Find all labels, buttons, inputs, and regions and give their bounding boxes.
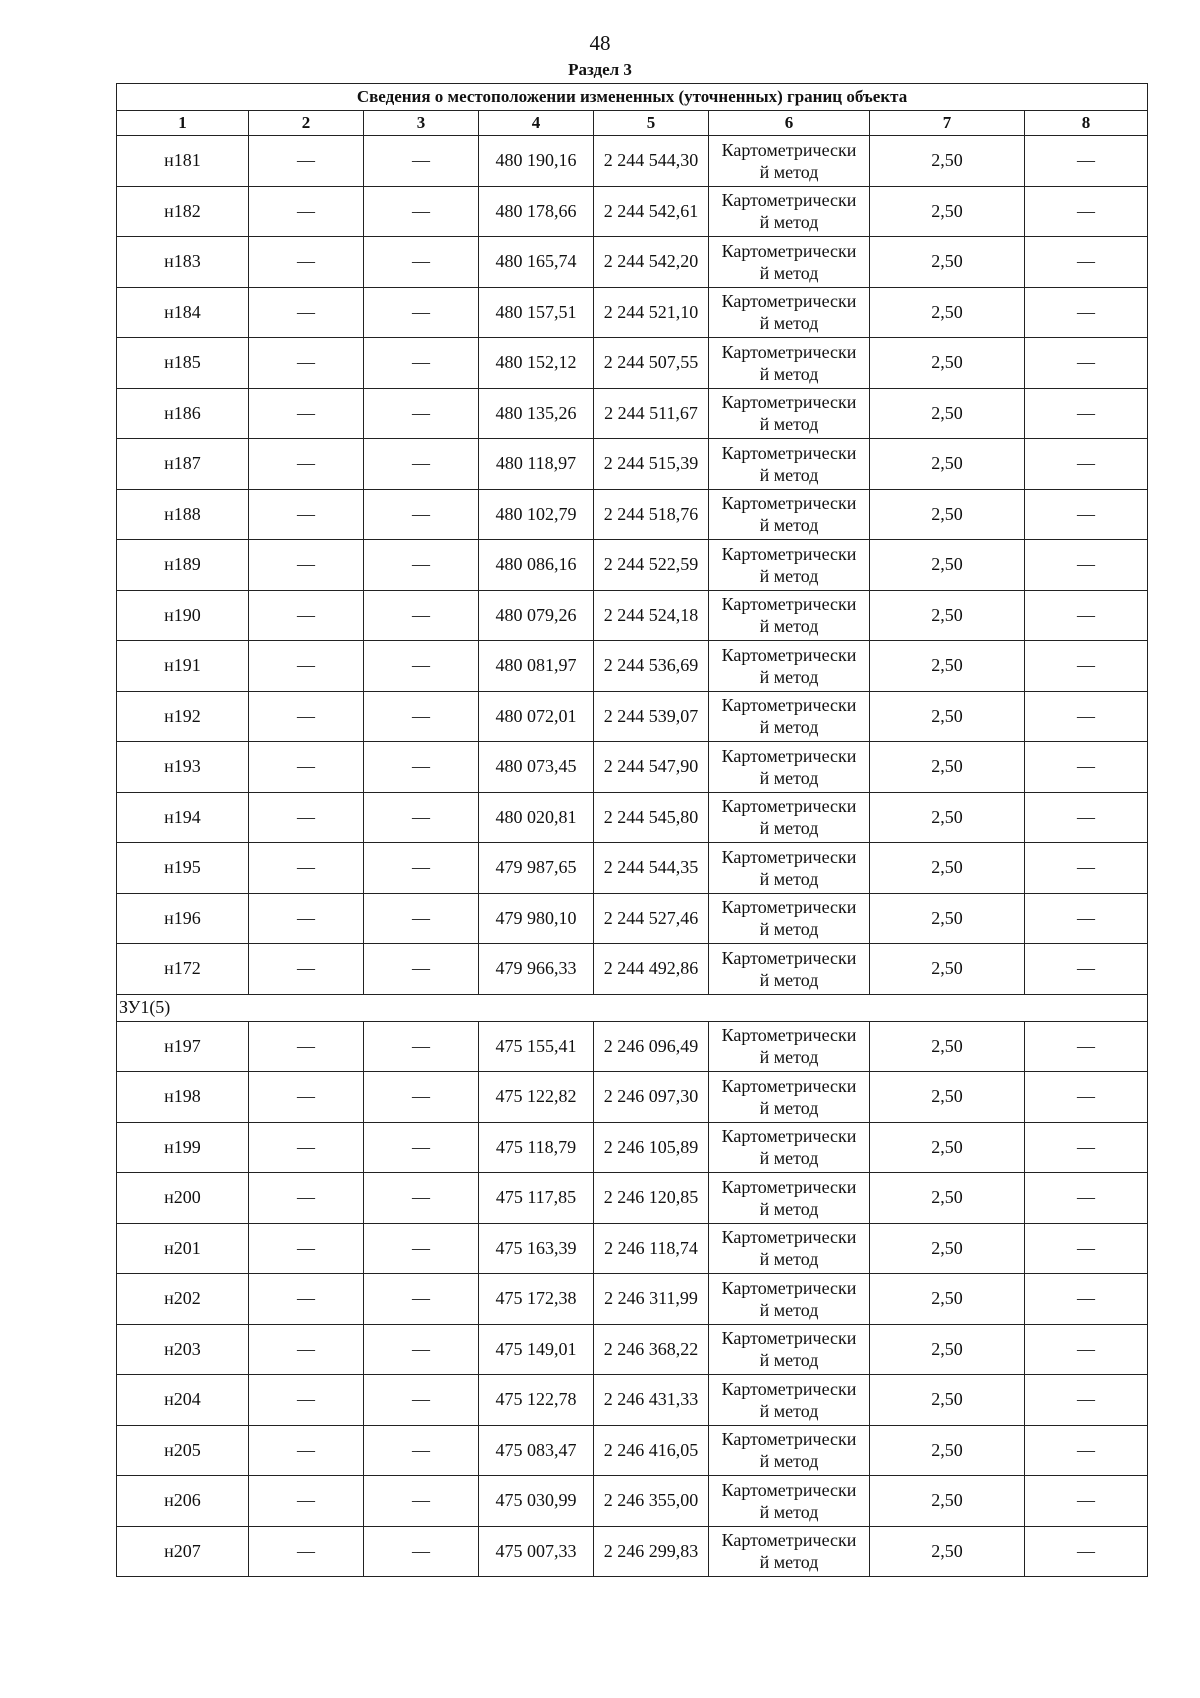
table-row	[117, 641, 1148, 692]
point-number: н201	[117, 1223, 249, 1274]
point-number: н207	[117, 1526, 249, 1577]
value-col-2: —	[249, 136, 364, 187]
coordinate-y: 2 246 105,89	[594, 1122, 709, 1173]
value-col-8: —	[1025, 691, 1148, 742]
coordinate-y: 2 244 545,80	[594, 792, 709, 843]
point-number: н206	[117, 1476, 249, 1527]
value-col-8: —	[1025, 1021, 1148, 1072]
coordinate-x: 480 081,97	[479, 641, 594, 692]
value-col-2: —	[249, 742, 364, 793]
method: Картометрически й метод	[709, 893, 870, 944]
point-number: н202	[117, 1274, 249, 1325]
value-col-8: —	[1025, 1476, 1148, 1527]
coordinate-y: 2 244 524,18	[594, 590, 709, 641]
column-number-row	[117, 111, 1148, 136]
accuracy: 2,50	[870, 388, 1025, 439]
coordinate-y: 2 244 511,67	[594, 388, 709, 439]
value-col-2: —	[249, 843, 364, 894]
accuracy: 2,50	[870, 1173, 1025, 1224]
value-col-2: —	[249, 489, 364, 540]
coordinate-x: 480 079,26	[479, 590, 594, 641]
point-number: н196	[117, 893, 249, 944]
point-number: н184	[117, 287, 249, 338]
point-number: н195	[117, 843, 249, 894]
method: Картометрически й метод	[709, 287, 870, 338]
section-label: ЗУ1(5)	[117, 994, 1148, 1021]
page-number: 48	[589, 31, 611, 55]
method: Картометрически й метод	[709, 1173, 870, 1224]
table-row	[117, 186, 1148, 237]
accuracy: 2,50	[870, 792, 1025, 843]
value-col-3: —	[364, 590, 479, 641]
value-col-2: —	[249, 186, 364, 237]
table-row	[117, 136, 1148, 187]
value-col-2: —	[249, 1122, 364, 1173]
coordinate-x: 480 165,74	[479, 237, 594, 288]
point-number: н189	[117, 540, 249, 591]
coordinate-y: 2 246 368,22	[594, 1324, 709, 1375]
accuracy: 2,50	[870, 489, 1025, 540]
value-col-3: —	[364, 742, 479, 793]
value-col-3: —	[364, 1526, 479, 1577]
value-col-8: —	[1025, 439, 1148, 490]
point-number: н197	[117, 1021, 249, 1072]
method: Картометрически й метод	[709, 641, 870, 692]
method: Картометрически й метод	[709, 439, 870, 490]
value-col-3: —	[364, 1122, 479, 1173]
point-number: н187	[117, 439, 249, 490]
accuracy: 2,50	[870, 590, 1025, 641]
value-col-3: —	[364, 489, 479, 540]
accuracy: 2,50	[870, 1072, 1025, 1123]
value-col-2: —	[249, 1476, 364, 1527]
coordinate-x: 475 155,41	[479, 1021, 594, 1072]
point-number: н194	[117, 792, 249, 843]
point-number: н182	[117, 186, 249, 237]
value-col-3: —	[364, 1274, 479, 1325]
section-row	[117, 994, 1148, 1021]
coordinate-x: 480 072,01	[479, 691, 594, 742]
coordinate-y: 2 246 096,49	[594, 1021, 709, 1072]
table-row	[117, 691, 1148, 742]
value-col-8: —	[1025, 489, 1148, 540]
table-row	[117, 338, 1148, 389]
table-row	[117, 1526, 1148, 1577]
value-col-2: —	[249, 439, 364, 490]
accuracy: 2,50	[870, 237, 1025, 288]
value-col-8: —	[1025, 186, 1148, 237]
method: Картометрически й метод	[709, 237, 870, 288]
point-number: н204	[117, 1375, 249, 1426]
coordinate-x: 475 083,47	[479, 1425, 594, 1476]
value-col-2: —	[249, 540, 364, 591]
table-caption-row	[117, 84, 1148, 111]
table-row	[117, 1425, 1148, 1476]
coordinate-x: 480 086,16	[479, 540, 594, 591]
column-number: 2	[249, 111, 364, 136]
value-col-3: —	[364, 1021, 479, 1072]
method: Картометрически й метод	[709, 691, 870, 742]
method: Картометрически й метод	[709, 1526, 870, 1577]
value-col-3: —	[364, 338, 479, 389]
table-row	[117, 489, 1148, 540]
point-number: н181	[117, 136, 249, 187]
value-col-2: —	[249, 944, 364, 995]
column-number: 8	[1025, 111, 1148, 136]
value-col-2: —	[249, 1425, 364, 1476]
column-number: 4	[479, 111, 594, 136]
accuracy: 2,50	[870, 1324, 1025, 1375]
coordinate-y: 2 246 416,05	[594, 1425, 709, 1476]
value-col-2: —	[249, 237, 364, 288]
point-number: н192	[117, 691, 249, 742]
coordinate-x: 475 122,78	[479, 1375, 594, 1426]
coordinate-y: 2 244 492,86	[594, 944, 709, 995]
value-col-3: —	[364, 893, 479, 944]
method: Картометрически й метод	[709, 1476, 870, 1527]
table-row	[117, 893, 1148, 944]
accuracy: 2,50	[870, 338, 1025, 389]
coordinate-y: 2 244 542,61	[594, 186, 709, 237]
accuracy: 2,50	[870, 439, 1025, 490]
point-number: н199	[117, 1122, 249, 1173]
point-number: н200	[117, 1173, 249, 1224]
coordinate-x: 475 118,79	[479, 1122, 594, 1173]
point-number: н203	[117, 1324, 249, 1375]
method: Картометрически й метод	[709, 843, 870, 894]
coordinate-x: 480 135,26	[479, 388, 594, 439]
coordinate-x: 480 190,16	[479, 136, 594, 187]
value-col-2: —	[249, 1173, 364, 1224]
value-col-3: —	[364, 1476, 479, 1527]
method: Картометрически й метод	[709, 136, 870, 187]
value-col-2: —	[249, 388, 364, 439]
value-col-8: —	[1025, 792, 1148, 843]
accuracy: 2,50	[870, 287, 1025, 338]
value-col-2: —	[249, 1324, 364, 1375]
accuracy: 2,50	[870, 136, 1025, 187]
method: Картометрически й метод	[709, 1072, 870, 1123]
column-number: 3	[364, 111, 479, 136]
coordinate-x: 479 987,65	[479, 843, 594, 894]
table-row	[117, 237, 1148, 288]
table-row	[117, 1223, 1148, 1274]
coordinate-y: 2 244 544,30	[594, 136, 709, 187]
coordinate-x: 475 007,33	[479, 1526, 594, 1577]
accuracy: 2,50	[870, 1274, 1025, 1325]
table-row	[117, 1324, 1148, 1375]
coordinate-y: 2 246 299,83	[594, 1526, 709, 1577]
coordinate-y: 2 244 536,69	[594, 641, 709, 692]
column-number: 1	[117, 111, 249, 136]
point-number: н183	[117, 237, 249, 288]
value-col-8: —	[1025, 1274, 1148, 1325]
coordinate-x: 480 073,45	[479, 742, 594, 793]
value-col-2: —	[249, 792, 364, 843]
value-col-8: —	[1025, 1324, 1148, 1375]
value-col-2: —	[249, 691, 364, 742]
value-col-8: —	[1025, 641, 1148, 692]
value-col-2: —	[249, 1021, 364, 1072]
value-col-3: —	[364, 439, 479, 490]
accuracy: 2,50	[870, 1476, 1025, 1527]
table-row	[117, 439, 1148, 490]
coordinate-y: 2 244 522,59	[594, 540, 709, 591]
coordinate-x: 480 118,97	[479, 439, 594, 490]
coordinate-x: 480 102,79	[479, 489, 594, 540]
value-col-2: —	[249, 1223, 364, 1274]
value-col-8: —	[1025, 742, 1148, 793]
coordinate-y: 2 244 539,07	[594, 691, 709, 742]
table-row	[117, 1072, 1148, 1123]
coordinate-x: 480 152,12	[479, 338, 594, 389]
value-col-3: —	[364, 1375, 479, 1426]
method: Картометрически й метод	[709, 1223, 870, 1274]
value-col-8: —	[1025, 136, 1148, 187]
method: Картометрически й метод	[709, 388, 870, 439]
coordinate-y: 2 246 120,85	[594, 1173, 709, 1224]
value-col-8: —	[1025, 237, 1148, 288]
coordinate-y: 2 244 527,46	[594, 893, 709, 944]
value-col-8: —	[1025, 944, 1148, 995]
table-row	[117, 792, 1148, 843]
coordinate-y: 2 244 515,39	[594, 439, 709, 490]
table-row	[117, 590, 1148, 641]
value-col-8: —	[1025, 388, 1148, 439]
method: Картометрически й метод	[709, 1375, 870, 1426]
method: Картометрически й метод	[709, 1122, 870, 1173]
method: Картометрически й метод	[709, 1425, 870, 1476]
table-row	[117, 1122, 1148, 1173]
coordinate-y: 2 244 544,35	[594, 843, 709, 894]
value-col-3: —	[364, 186, 479, 237]
accuracy: 2,50	[870, 944, 1025, 995]
table-row	[117, 1274, 1148, 1325]
value-col-3: —	[364, 540, 479, 591]
value-col-2: —	[249, 1274, 364, 1325]
coordinate-x: 479 966,33	[479, 944, 594, 995]
value-col-8: —	[1025, 893, 1148, 944]
table-row	[117, 287, 1148, 338]
point-number: н185	[117, 338, 249, 389]
value-col-8: —	[1025, 1425, 1148, 1476]
value-col-3: —	[364, 136, 479, 187]
value-col-3: —	[364, 1173, 479, 1224]
table-row	[117, 944, 1148, 995]
value-col-2: —	[249, 1526, 364, 1577]
coordinate-x: 475 149,01	[479, 1324, 594, 1375]
table-row	[117, 388, 1148, 439]
method: Картометрически й метод	[709, 338, 870, 389]
value-col-8: —	[1025, 843, 1148, 894]
value-col-8: —	[1025, 540, 1148, 591]
point-number: н186	[117, 388, 249, 439]
coordinate-x: 475 122,82	[479, 1072, 594, 1123]
value-col-3: —	[364, 287, 479, 338]
method: Картометрически й метод	[709, 742, 870, 793]
accuracy: 2,50	[870, 641, 1025, 692]
coordinate-y: 2 246 097,30	[594, 1072, 709, 1123]
value-col-3: —	[364, 843, 479, 894]
accuracy: 2,50	[870, 1425, 1025, 1476]
point-number: н193	[117, 742, 249, 793]
point-number: н172	[117, 944, 249, 995]
accuracy: 2,50	[870, 1526, 1025, 1577]
coordinate-x: 480 020,81	[479, 792, 594, 843]
method: Картометрически й метод	[709, 944, 870, 995]
value-col-2: —	[249, 287, 364, 338]
coordinate-y: 2 246 431,33	[594, 1375, 709, 1426]
value-col-3: —	[364, 792, 479, 843]
value-col-3: —	[364, 1072, 479, 1123]
method: Картометрически й метод	[709, 1021, 870, 1072]
value-col-2: —	[249, 590, 364, 641]
value-col-3: —	[364, 1425, 479, 1476]
value-col-8: —	[1025, 590, 1148, 641]
method: Картометрически й метод	[709, 489, 870, 540]
value-col-8: —	[1025, 1223, 1148, 1274]
accuracy: 2,50	[870, 540, 1025, 591]
coordinate-x: 475 030,99	[479, 1476, 594, 1527]
coordinate-y: 2 246 311,99	[594, 1274, 709, 1325]
coordinate-y: 2 244 518,76	[594, 489, 709, 540]
value-col-8: —	[1025, 1173, 1148, 1224]
accuracy: 2,50	[870, 742, 1025, 793]
coordinate-x: 475 163,39	[479, 1223, 594, 1274]
value-col-8: —	[1025, 287, 1148, 338]
value-col-8: —	[1025, 1072, 1148, 1123]
value-col-8: —	[1025, 1526, 1148, 1577]
coordinate-y: 2 244 547,90	[594, 742, 709, 793]
accuracy: 2,50	[870, 1021, 1025, 1072]
table-caption: Сведения о местоположении измененных (уточненных) границ объекта	[117, 84, 1148, 111]
column-number: 7	[870, 111, 1025, 136]
value-col-3: —	[364, 1324, 479, 1375]
coordinate-x: 475 117,85	[479, 1173, 594, 1224]
column-number: 6	[709, 111, 870, 136]
table-row	[117, 742, 1148, 793]
value-col-2: —	[249, 1072, 364, 1123]
value-col-3: —	[364, 388, 479, 439]
section-title: Раздел 3	[568, 60, 632, 79]
method: Картометрически й метод	[709, 186, 870, 237]
coordinate-x: 475 172,38	[479, 1274, 594, 1325]
value-col-2: —	[249, 1375, 364, 1426]
table-body	[117, 84, 1148, 1577]
method: Картометрически й метод	[709, 1274, 870, 1325]
coordinate-x: 480 157,51	[479, 287, 594, 338]
method: Картометрически й метод	[709, 792, 870, 843]
coordinate-x: 479 980,10	[479, 893, 594, 944]
method: Картометрически й метод	[709, 590, 870, 641]
value-col-2: —	[249, 641, 364, 692]
column-number: 5	[594, 111, 709, 136]
accuracy: 2,50	[870, 1122, 1025, 1173]
accuracy: 2,50	[870, 1223, 1025, 1274]
point-number: н205	[117, 1425, 249, 1476]
point-number: н198	[117, 1072, 249, 1123]
accuracy: 2,50	[870, 893, 1025, 944]
table-row	[117, 843, 1148, 894]
value-col-2: —	[249, 893, 364, 944]
value-col-3: —	[364, 641, 479, 692]
table-row	[117, 1021, 1148, 1072]
coordinate-y: 2 244 521,10	[594, 287, 709, 338]
value-col-3: —	[364, 691, 479, 742]
value-col-8: —	[1025, 1375, 1148, 1426]
accuracy: 2,50	[870, 186, 1025, 237]
value-col-8: —	[1025, 1122, 1148, 1173]
table-row	[117, 1375, 1148, 1426]
coordinate-y: 2 246 118,74	[594, 1223, 709, 1274]
coordinate-y: 2 244 507,55	[594, 338, 709, 389]
accuracy: 2,50	[870, 1375, 1025, 1426]
value-col-3: —	[364, 1223, 479, 1274]
value-col-2: —	[249, 338, 364, 389]
accuracy: 2,50	[870, 843, 1025, 894]
table-row	[117, 1173, 1148, 1224]
method: Картометрически й метод	[709, 1324, 870, 1375]
coordinate-x: 480 178,66	[479, 186, 594, 237]
coordinates-table	[116, 83, 1148, 1577]
value-col-3: —	[364, 237, 479, 288]
point-number: н188	[117, 489, 249, 540]
point-number: н191	[117, 641, 249, 692]
point-number: н190	[117, 590, 249, 641]
table-row	[117, 1476, 1148, 1527]
method: Картометрически й метод	[709, 540, 870, 591]
coordinate-y: 2 246 355,00	[594, 1476, 709, 1527]
value-col-3: —	[364, 944, 479, 995]
table-row	[117, 540, 1148, 591]
accuracy: 2,50	[870, 691, 1025, 742]
coordinate-y: 2 244 542,20	[594, 237, 709, 288]
value-col-8: —	[1025, 338, 1148, 389]
